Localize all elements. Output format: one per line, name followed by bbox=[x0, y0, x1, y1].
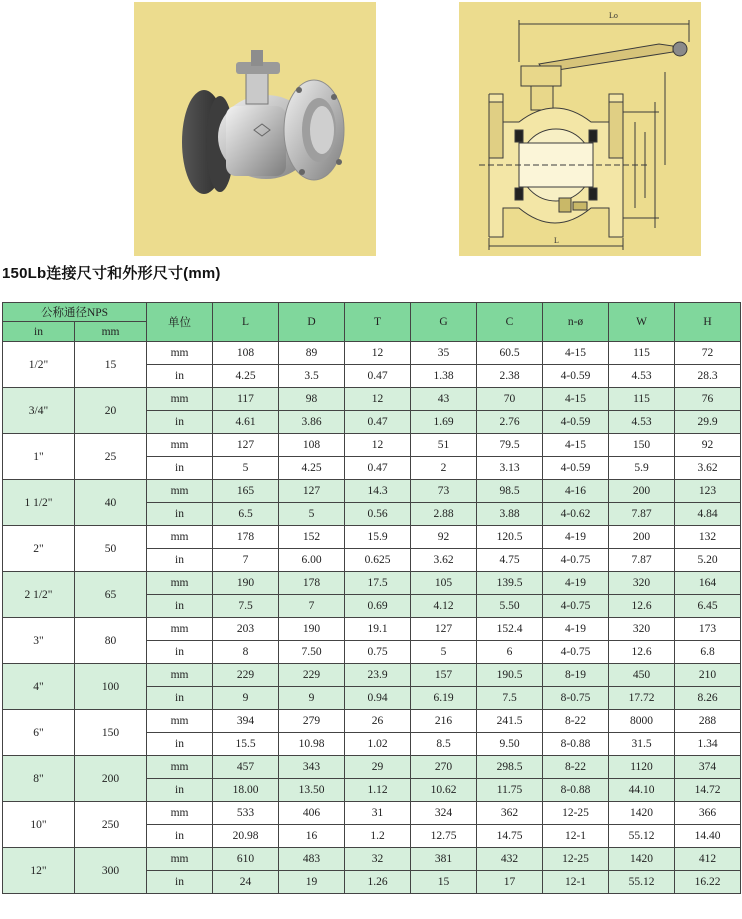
nps-in-cell: 3" bbox=[3, 618, 75, 664]
value-cell: 1.2 bbox=[345, 825, 411, 848]
table-row bbox=[3, 434, 741, 457]
value-cell: 216 bbox=[411, 710, 477, 733]
value-cell: 270 bbox=[411, 756, 477, 779]
value-cell: 17 bbox=[477, 871, 543, 894]
value-cell: 9 bbox=[213, 687, 279, 710]
value-cell: 117 bbox=[213, 388, 279, 411]
value-cell: 5.20 bbox=[675, 549, 741, 572]
value-cell: 15.5 bbox=[213, 733, 279, 756]
nps-mm-header: mm bbox=[75, 322, 147, 342]
table-row bbox=[3, 618, 741, 641]
nps-mm-cell: 20 bbox=[75, 388, 147, 434]
value-cell: 31.5 bbox=[609, 733, 675, 756]
value-cell: 35 bbox=[411, 342, 477, 365]
table-body bbox=[3, 342, 741, 894]
value-cell: 324 bbox=[411, 802, 477, 825]
value-cell: 6 bbox=[477, 641, 543, 664]
value-cell: 14.3 bbox=[345, 480, 411, 503]
nps-mm-cell: 200 bbox=[75, 756, 147, 802]
unit-cell: in bbox=[147, 825, 213, 848]
unit-cell: mm bbox=[147, 802, 213, 825]
value-cell: 483 bbox=[279, 848, 345, 871]
value-cell: 4-19 bbox=[543, 618, 609, 641]
value-cell: 17.5 bbox=[345, 572, 411, 595]
value-cell: 4.25 bbox=[279, 457, 345, 480]
dimension-table bbox=[2, 302, 741, 894]
unit-cell: in bbox=[147, 733, 213, 756]
unit-cell: in bbox=[147, 457, 213, 480]
value-cell: 7.5 bbox=[477, 687, 543, 710]
value-cell: 4.25 bbox=[213, 365, 279, 388]
valve-dimension-drawing bbox=[459, 2, 701, 256]
unit-header: 单位 bbox=[147, 303, 213, 342]
value-cell: 76 bbox=[675, 388, 741, 411]
value-cell: 165 bbox=[213, 480, 279, 503]
value-cell: 115 bbox=[609, 342, 675, 365]
value-cell: 4-0.59 bbox=[543, 365, 609, 388]
value-cell: 406 bbox=[279, 802, 345, 825]
value-cell: 8.26 bbox=[675, 687, 741, 710]
value-cell: 79.5 bbox=[477, 434, 543, 457]
value-cell: 4.61 bbox=[213, 411, 279, 434]
nps-in-cell: 1 1/2" bbox=[3, 480, 75, 526]
value-cell: 1.34 bbox=[675, 733, 741, 756]
table-row bbox=[3, 342, 741, 365]
value-cell: 4-0.59 bbox=[543, 411, 609, 434]
nps-in-cell: 1" bbox=[3, 434, 75, 480]
value-cell: 457 bbox=[213, 756, 279, 779]
value-cell: 3.13 bbox=[477, 457, 543, 480]
nps-mm-cell: 15 bbox=[75, 342, 147, 388]
value-cell: 120.5 bbox=[477, 526, 543, 549]
nps-mm-cell: 80 bbox=[75, 618, 147, 664]
nps-in-cell: 8" bbox=[3, 756, 75, 802]
value-cell: 0.47 bbox=[345, 411, 411, 434]
value-cell: 279 bbox=[279, 710, 345, 733]
value-cell: 190 bbox=[213, 572, 279, 595]
nps-in-cell: 3/4" bbox=[3, 388, 75, 434]
value-cell: 5 bbox=[411, 641, 477, 664]
value-cell: 381 bbox=[411, 848, 477, 871]
value-cell: 12.6 bbox=[609, 595, 675, 618]
value-cell: 412 bbox=[675, 848, 741, 871]
unit-cell: mm bbox=[147, 848, 213, 871]
unit-cell: in bbox=[147, 687, 213, 710]
unit-cell: in bbox=[147, 871, 213, 894]
value-cell: 241.5 bbox=[477, 710, 543, 733]
table-row bbox=[3, 664, 741, 687]
value-cell: 6.45 bbox=[675, 595, 741, 618]
value-cell: 98.5 bbox=[477, 480, 543, 503]
value-cell: 92 bbox=[411, 526, 477, 549]
value-cell: 23.9 bbox=[345, 664, 411, 687]
value-cell: 4-0.75 bbox=[543, 549, 609, 572]
value-cell: 70 bbox=[477, 388, 543, 411]
unit-cell: mm bbox=[147, 710, 213, 733]
nps-in-cell: 4" bbox=[3, 664, 75, 710]
value-cell: 60.5 bbox=[477, 342, 543, 365]
table-row bbox=[3, 388, 741, 411]
value-cell: 394 bbox=[213, 710, 279, 733]
value-cell: 89 bbox=[279, 342, 345, 365]
value-cell: 12-1 bbox=[543, 871, 609, 894]
value-cell: 1.38 bbox=[411, 365, 477, 388]
unit-cell: mm bbox=[147, 572, 213, 595]
value-cell: 0.69 bbox=[345, 595, 411, 618]
value-cell: 164 bbox=[675, 572, 741, 595]
value-cell: 19 bbox=[279, 871, 345, 894]
value-cell: 115 bbox=[609, 388, 675, 411]
value-cell: 210 bbox=[675, 664, 741, 687]
value-cell: 4.84 bbox=[675, 503, 741, 526]
value-cell: 200 bbox=[609, 480, 675, 503]
value-cell: 173 bbox=[675, 618, 741, 641]
value-cell: 12 bbox=[345, 434, 411, 457]
value-cell: 12-25 bbox=[543, 848, 609, 871]
value-cell: 8.5 bbox=[411, 733, 477, 756]
value-cell: 73 bbox=[411, 480, 477, 503]
value-cell: 98 bbox=[279, 388, 345, 411]
value-cell: 10.98 bbox=[279, 733, 345, 756]
value-cell: 9.50 bbox=[477, 733, 543, 756]
value-cell: 5 bbox=[213, 457, 279, 480]
value-cell: 374 bbox=[675, 756, 741, 779]
value-cell: 288 bbox=[675, 710, 741, 733]
value-cell: 157 bbox=[411, 664, 477, 687]
nps-in-cell: 1/2" bbox=[3, 342, 75, 388]
col-header: W bbox=[609, 303, 675, 342]
value-cell: 3.5 bbox=[279, 365, 345, 388]
table-row bbox=[3, 572, 741, 595]
value-cell: 105 bbox=[411, 572, 477, 595]
table-row bbox=[3, 802, 741, 825]
unit-cell: in bbox=[147, 595, 213, 618]
value-cell: 0.94 bbox=[345, 687, 411, 710]
value-cell: 610 bbox=[213, 848, 279, 871]
nps-mm-cell: 100 bbox=[75, 664, 147, 710]
value-cell: 16 bbox=[279, 825, 345, 848]
value-cell: 298.5 bbox=[477, 756, 543, 779]
value-cell: 123 bbox=[675, 480, 741, 503]
value-cell: 0.56 bbox=[345, 503, 411, 526]
value-cell: 28.3 bbox=[675, 365, 741, 388]
value-cell: 7.87 bbox=[609, 549, 675, 572]
value-cell: 4-0.75 bbox=[543, 595, 609, 618]
unit-cell: mm bbox=[147, 480, 213, 503]
value-cell: 8-22 bbox=[543, 756, 609, 779]
section-drawing bbox=[459, 2, 701, 256]
nps-in-cell: 10" bbox=[3, 802, 75, 848]
nps-mm-cell: 65 bbox=[75, 572, 147, 618]
value-cell: 6.8 bbox=[675, 641, 741, 664]
value-cell: 20.98 bbox=[213, 825, 279, 848]
value-cell: 92 bbox=[675, 434, 741, 457]
value-cell: 152.4 bbox=[477, 618, 543, 641]
value-cell: 44.10 bbox=[609, 779, 675, 802]
value-cell: 4-0.59 bbox=[543, 457, 609, 480]
value-cell: 127 bbox=[411, 618, 477, 641]
value-cell: 12 bbox=[345, 342, 411, 365]
value-cell: 12.6 bbox=[609, 641, 675, 664]
nps-in-cell: 12" bbox=[3, 848, 75, 894]
value-cell: 343 bbox=[279, 756, 345, 779]
value-cell: 31 bbox=[345, 802, 411, 825]
value-cell: 18.00 bbox=[213, 779, 279, 802]
value-cell: 200 bbox=[609, 526, 675, 549]
value-cell: 3.86 bbox=[279, 411, 345, 434]
ball-valve-illustration bbox=[134, 2, 376, 256]
value-cell: 450 bbox=[609, 664, 675, 687]
table-row bbox=[3, 848, 741, 871]
value-cell: 29 bbox=[345, 756, 411, 779]
value-cell: 127 bbox=[279, 480, 345, 503]
value-cell: 4.75 bbox=[477, 549, 543, 572]
value-cell: 43 bbox=[411, 388, 477, 411]
value-cell: 3.62 bbox=[411, 549, 477, 572]
value-cell: 2.88 bbox=[411, 503, 477, 526]
value-cell: 4.12 bbox=[411, 595, 477, 618]
nps-in-cell: 6" bbox=[3, 710, 75, 756]
value-cell: 2 bbox=[411, 457, 477, 480]
value-cell: 8000 bbox=[609, 710, 675, 733]
col-header: T bbox=[345, 303, 411, 342]
value-cell: 4-15 bbox=[543, 342, 609, 365]
value-cell: 4.53 bbox=[609, 411, 675, 434]
value-cell: 4-15 bbox=[543, 388, 609, 411]
value-cell: 55.12 bbox=[609, 871, 675, 894]
value-cell: 1420 bbox=[609, 802, 675, 825]
unit-cell: in bbox=[147, 549, 213, 572]
value-cell: 4-0.62 bbox=[543, 503, 609, 526]
unit-cell: mm bbox=[147, 388, 213, 411]
value-cell: 13.50 bbox=[279, 779, 345, 802]
nps-in-cell: 2 1/2" bbox=[3, 572, 75, 618]
value-cell: 1.26 bbox=[345, 871, 411, 894]
value-cell: 0.47 bbox=[345, 457, 411, 480]
value-cell: 32 bbox=[345, 848, 411, 871]
nps-mm-cell: 25 bbox=[75, 434, 147, 480]
value-cell: 11.75 bbox=[477, 779, 543, 802]
col-header: H bbox=[675, 303, 741, 342]
value-cell: 132 bbox=[675, 526, 741, 549]
page-title: 150Lb连接尺寸和外形尺寸(mm) bbox=[2, 265, 221, 282]
value-cell: 8-19 bbox=[543, 664, 609, 687]
value-cell: 12-25 bbox=[543, 802, 609, 825]
value-cell: 320 bbox=[609, 618, 675, 641]
value-cell: 15.9 bbox=[345, 526, 411, 549]
value-cell: 12-1 bbox=[543, 825, 609, 848]
value-cell: 4-19 bbox=[543, 526, 609, 549]
value-cell: 1420 bbox=[609, 848, 675, 871]
value-cell: 17.72 bbox=[609, 687, 675, 710]
table-row bbox=[3, 480, 741, 503]
unit-cell: mm bbox=[147, 342, 213, 365]
value-cell: 3.88 bbox=[477, 503, 543, 526]
unit-cell: in bbox=[147, 411, 213, 434]
value-cell: 0.625 bbox=[345, 549, 411, 572]
value-cell: 10.62 bbox=[411, 779, 477, 802]
value-cell: 4-15 bbox=[543, 434, 609, 457]
lo-label: Lo bbox=[609, 11, 618, 20]
col-header: n-ø bbox=[543, 303, 609, 342]
value-cell: 7 bbox=[279, 595, 345, 618]
col-header: D bbox=[279, 303, 345, 342]
value-cell: 152 bbox=[279, 526, 345, 549]
value-cell: 4-0.75 bbox=[543, 641, 609, 664]
value-cell: 72 bbox=[675, 342, 741, 365]
unit-cell: in bbox=[147, 503, 213, 526]
value-cell: 203 bbox=[213, 618, 279, 641]
value-cell: 190 bbox=[279, 618, 345, 641]
value-cell: 1.02 bbox=[345, 733, 411, 756]
value-cell: 8-22 bbox=[543, 710, 609, 733]
value-cell: 366 bbox=[675, 802, 741, 825]
value-cell: 8-0.88 bbox=[543, 779, 609, 802]
col-header: L bbox=[213, 303, 279, 342]
value-cell: 432 bbox=[477, 848, 543, 871]
value-cell: 0.47 bbox=[345, 365, 411, 388]
value-cell: 19.1 bbox=[345, 618, 411, 641]
value-cell: 14.40 bbox=[675, 825, 741, 848]
unit-cell: in bbox=[147, 779, 213, 802]
value-cell: 6.00 bbox=[279, 549, 345, 572]
value-cell: 29.9 bbox=[675, 411, 741, 434]
table-row bbox=[3, 710, 741, 733]
value-cell: 7 bbox=[213, 549, 279, 572]
value-cell: 229 bbox=[279, 664, 345, 687]
nps-mm-cell: 300 bbox=[75, 848, 147, 894]
value-cell: 7.87 bbox=[609, 503, 675, 526]
value-cell: 7.5 bbox=[213, 595, 279, 618]
unit-cell: mm bbox=[147, 664, 213, 687]
value-cell: 108 bbox=[213, 342, 279, 365]
value-cell: 12.75 bbox=[411, 825, 477, 848]
value-cell: 320 bbox=[609, 572, 675, 595]
value-cell: 229 bbox=[213, 664, 279, 687]
value-cell: 5.50 bbox=[477, 595, 543, 618]
value-cell: 16.22 bbox=[675, 871, 741, 894]
nps-mm-cell: 150 bbox=[75, 710, 147, 756]
value-cell: 139.5 bbox=[477, 572, 543, 595]
value-cell: 6.19 bbox=[411, 687, 477, 710]
unit-cell: mm bbox=[147, 526, 213, 549]
value-cell: 14.72 bbox=[675, 779, 741, 802]
valve-photo bbox=[134, 2, 376, 256]
value-cell: 1.12 bbox=[345, 779, 411, 802]
nps-mm-cell: 40 bbox=[75, 480, 147, 526]
unit-cell: mm bbox=[147, 756, 213, 779]
unit-cell: mm bbox=[147, 434, 213, 457]
value-cell: 2.38 bbox=[477, 365, 543, 388]
value-cell: 178 bbox=[213, 526, 279, 549]
value-cell: 4-19 bbox=[543, 572, 609, 595]
col-header: G bbox=[411, 303, 477, 342]
col-header: C bbox=[477, 303, 543, 342]
table-row bbox=[3, 756, 741, 779]
value-cell: 190.5 bbox=[477, 664, 543, 687]
nps-mm-cell: 50 bbox=[75, 526, 147, 572]
value-cell: 6.5 bbox=[213, 503, 279, 526]
unit-cell: in bbox=[147, 365, 213, 388]
value-cell: 362 bbox=[477, 802, 543, 825]
unit-cell: in bbox=[147, 641, 213, 664]
value-cell: 3.62 bbox=[675, 457, 741, 480]
unit-cell: mm bbox=[147, 618, 213, 641]
value-cell: 24 bbox=[213, 871, 279, 894]
value-cell: 178 bbox=[279, 572, 345, 595]
value-cell: 533 bbox=[213, 802, 279, 825]
value-cell: 26 bbox=[345, 710, 411, 733]
value-cell: 2.76 bbox=[477, 411, 543, 434]
value-cell: 9 bbox=[279, 687, 345, 710]
value-cell: 15 bbox=[411, 871, 477, 894]
value-cell: 8 bbox=[213, 641, 279, 664]
value-cell: 5.9 bbox=[609, 457, 675, 480]
value-cell: 55.12 bbox=[609, 825, 675, 848]
value-cell: 51 bbox=[411, 434, 477, 457]
l-label: L bbox=[554, 236, 559, 245]
value-cell: 5 bbox=[279, 503, 345, 526]
table-row bbox=[3, 526, 741, 549]
value-cell: 127 bbox=[213, 434, 279, 457]
value-cell: 0.75 bbox=[345, 641, 411, 664]
value-cell: 8-0.88 bbox=[543, 733, 609, 756]
value-cell: 12 bbox=[345, 388, 411, 411]
nps-in-cell: 2" bbox=[3, 526, 75, 572]
value-cell: 1120 bbox=[609, 756, 675, 779]
value-cell: 150 bbox=[609, 434, 675, 457]
value-cell: 7.50 bbox=[279, 641, 345, 664]
value-cell: 14.75 bbox=[477, 825, 543, 848]
value-cell: 4-16 bbox=[543, 480, 609, 503]
value-cell: 1.69 bbox=[411, 411, 477, 434]
value-cell: 8-0.75 bbox=[543, 687, 609, 710]
nps-in-header: in bbox=[3, 322, 75, 342]
nps-header: 公称通径NPS bbox=[3, 303, 147, 322]
value-cell: 4.53 bbox=[609, 365, 675, 388]
value-cell: 108 bbox=[279, 434, 345, 457]
nps-mm-cell: 250 bbox=[75, 802, 147, 848]
